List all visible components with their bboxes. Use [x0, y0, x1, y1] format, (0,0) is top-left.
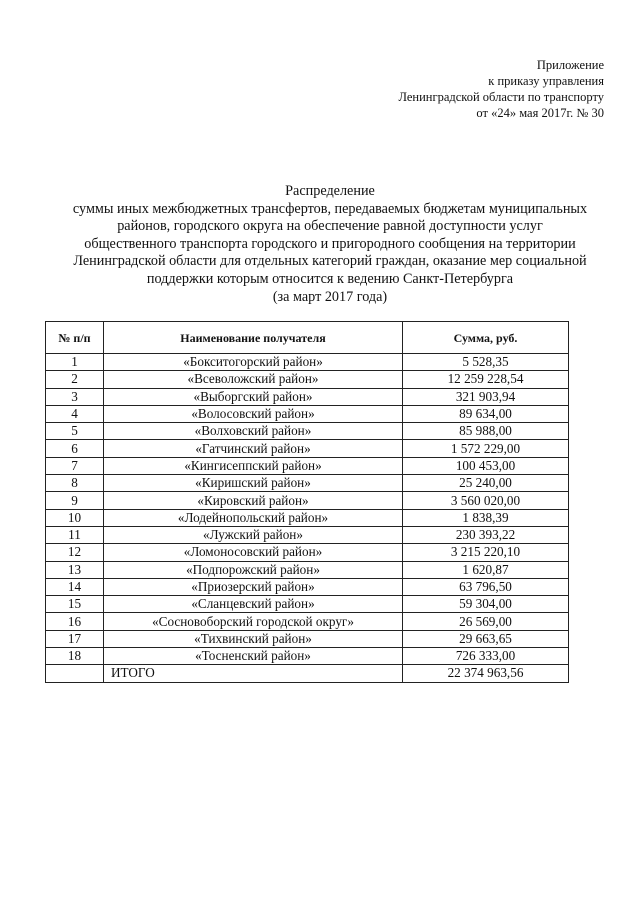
header-number: № п/п — [46, 322, 104, 354]
row-amount: 100 453,00 — [403, 457, 569, 474]
row-recipient: «Волховский район» — [104, 423, 403, 440]
row-recipient: «Приозерский район» — [104, 578, 403, 595]
annex-order-ref: к приказу управления — [488, 74, 604, 88]
row-number: 7 — [46, 457, 104, 474]
table-row — [46, 388, 569, 405]
table-row — [46, 613, 569, 630]
row-number: 3 — [46, 388, 104, 405]
row-recipient: «Киришский район» — [104, 475, 403, 492]
annex-title: Приложение — [536, 58, 604, 72]
row-number: 2 — [46, 371, 104, 388]
table-row — [46, 371, 569, 388]
row-recipient: «Всеволожский район» — [104, 371, 403, 388]
row-number: 5 — [46, 423, 104, 440]
row-recipient: «Сосновоборский городской округ» — [104, 613, 403, 630]
row-number: 15 — [46, 596, 104, 613]
row-recipient: «Тихвинский район» — [104, 630, 403, 647]
row-number: 17 — [46, 630, 104, 647]
row-amount: 25 240,00 — [403, 475, 569, 492]
title-line: Ленинградской области для отдельных категорий граждан, оказание мер социальной — [73, 253, 587, 270]
table-row — [46, 440, 569, 457]
row-amount: 63 796,50 — [403, 578, 569, 595]
title-line: суммы иных межбюджетных трансфертов, передаваемых бюджетам муниципальных — [72, 200, 588, 217]
row-number: 6 — [46, 440, 104, 457]
row-recipient: «Кингисеппский район» — [104, 457, 403, 474]
row-amount: 1 572 229,00 — [403, 440, 569, 457]
title-line: поддержки которым относится к ведению Санкт-Петербурга — [146, 270, 514, 287]
document-title — [60, 183, 600, 306]
table-row — [46, 526, 569, 543]
annex-authority: Ленинградской области по транспорту — [398, 90, 604, 104]
row-number: 9 — [46, 492, 104, 509]
table-row — [46, 475, 569, 492]
table-row — [46, 630, 569, 647]
row-recipient: «Подпорожский район» — [104, 561, 403, 578]
table-row — [46, 457, 569, 474]
header-recipient: Наименование получателя — [104, 322, 403, 354]
table-total-row — [46, 665, 569, 682]
row-recipient: «Тосненский район» — [104, 648, 403, 665]
row-number: 13 — [46, 561, 104, 578]
table-row — [46, 648, 569, 665]
row-number: 1 — [46, 354, 104, 371]
table-row — [46, 492, 569, 509]
row-recipient: «Волосовский район» — [104, 405, 403, 422]
table-header-row — [46, 322, 569, 354]
row-amount: 230 393,22 — [403, 526, 569, 543]
row-recipient: «Лужский район» — [104, 526, 403, 543]
row-number: 14 — [46, 578, 104, 595]
row-amount: 726 333,00 — [403, 648, 569, 665]
row-number: 8 — [46, 475, 104, 492]
row-amount: 1 620,87 — [403, 561, 569, 578]
row-amount: 85 988,00 — [403, 423, 569, 440]
row-number: 10 — [46, 509, 104, 526]
table-row — [46, 509, 569, 526]
table-row — [46, 354, 569, 371]
row-amount: 321 903,94 — [403, 388, 569, 405]
row-amount: 59 304,00 — [403, 596, 569, 613]
row-recipient: «Бокситогорский район» — [104, 354, 403, 371]
annex-date-number: от «24» мая 2017г. № 30 — [476, 106, 604, 120]
row-amount: 3 560 020,00 — [403, 492, 569, 509]
total-label: ИТОГО — [104, 665, 403, 682]
row-amount: 1 838,39 — [403, 509, 569, 526]
row-number: 18 — [46, 648, 104, 665]
title-period: (за март 2017 года) — [272, 288, 388, 305]
row-amount: 29 663,65 — [403, 630, 569, 647]
distribution-table — [45, 321, 569, 683]
table-row — [46, 561, 569, 578]
table-row — [46, 578, 569, 595]
total-number — [46, 665, 104, 682]
row-amount: 12 259 228,54 — [403, 371, 569, 388]
row-number: 4 — [46, 405, 104, 422]
row-recipient: «Ломоносовский район» — [104, 544, 403, 561]
row-recipient: «Выборгский район» — [104, 388, 403, 405]
row-amount: 3 215 220,10 — [403, 544, 569, 561]
row-recipient: «Гатчинский район» — [104, 440, 403, 457]
table-row — [46, 405, 569, 422]
total-amount: 22 374 963,56 — [403, 665, 569, 682]
table-row — [46, 423, 569, 440]
row-number: 11 — [46, 526, 104, 543]
row-amount: 89 634,00 — [403, 405, 569, 422]
annex-header — [398, 57, 604, 121]
title-line: Распределение — [285, 183, 375, 199]
row-amount: 26 569,00 — [403, 613, 569, 630]
row-recipient: «Кировский район» — [104, 492, 403, 509]
header-amount: Сумма, руб. — [403, 322, 569, 354]
title-line: общественного транспорта городского и пригородного сообщения на территории — [84, 235, 576, 252]
table-row — [46, 544, 569, 561]
row-recipient: «Сланцевский район» — [104, 596, 403, 613]
row-recipient: «Лодейнопольский район» — [104, 509, 403, 526]
table-row — [46, 596, 569, 613]
row-amount: 5 528,35 — [403, 354, 569, 371]
title-line: районов, городского округа на обеспечение равной доступности услуг — [117, 218, 543, 235]
row-number: 12 — [46, 544, 104, 561]
row-number: 16 — [46, 613, 104, 630]
